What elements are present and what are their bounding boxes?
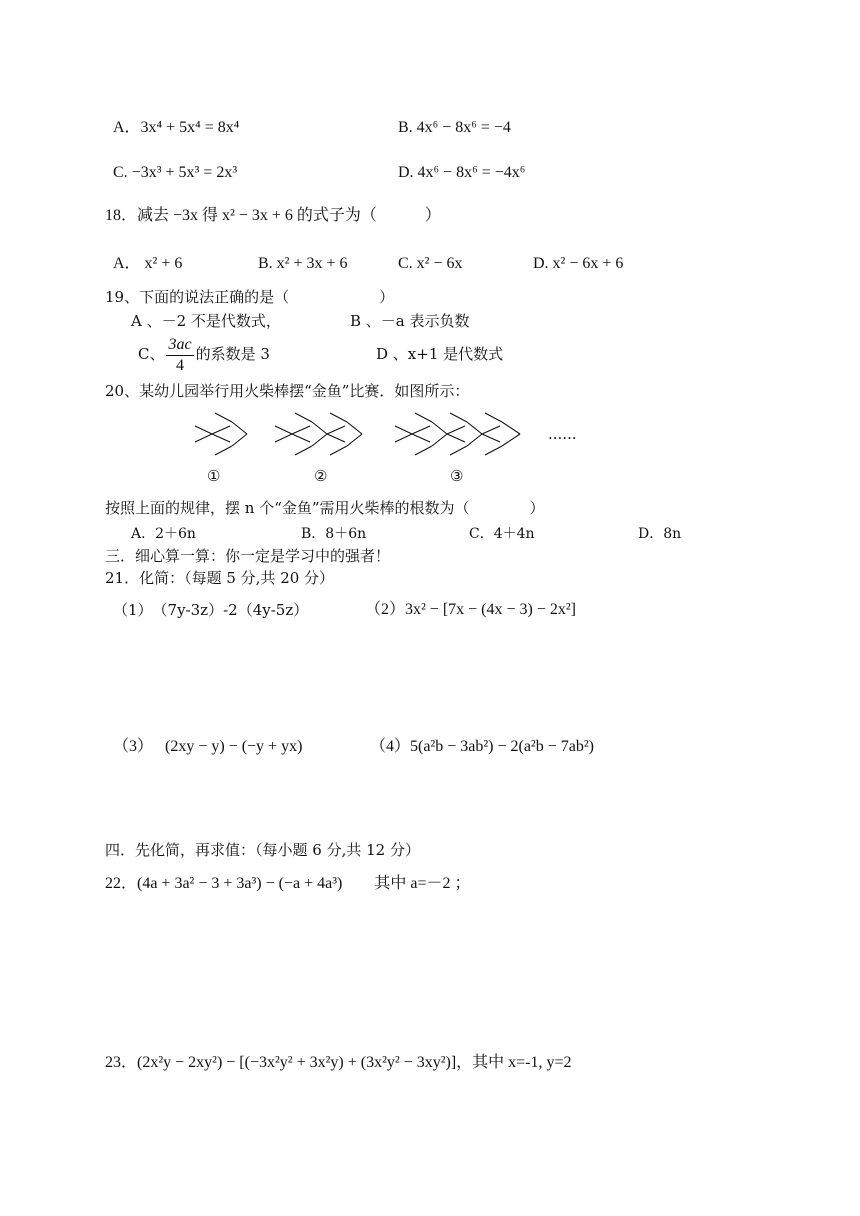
q23: 23．(2x²y − 2xy²) − [(−3x²y² + 3x²y) + (3x²y² − 3xy²)]，其中 x=-1, y=2 — [105, 1054, 572, 1071]
q18-option-c: C. x² − 6x — [398, 255, 463, 272]
fraction-denominator: 4 — [176, 356, 185, 374]
q19-option-d: D 、x+1 是代数式 — [376, 345, 504, 363]
q20-question: 按照上面的规律，摆 n 个“金鱼”需用火柴棒的根数为（ ） — [105, 499, 545, 517]
q21-part-4: （4）5(a²b − 3ab²) − 2(a²b − 7ab²) — [370, 738, 594, 755]
fraction-numerator: 3ac — [166, 335, 193, 356]
q21-stem: 21．化简：（每题 5 分,共 20 分） — [105, 569, 335, 587]
q17-option-a: A．3x⁴ + 5x⁴ = 8x⁴ — [113, 119, 240, 136]
q21-part-2: （2）3x² − [7x − (4x − 3) − 2x²] — [365, 601, 577, 618]
q18-option-d: D. x² − 6x + 6 — [533, 255, 624, 272]
q20-option-a: A．2＋6n — [131, 526, 196, 542]
figure-label-1: ① — [207, 467, 221, 485]
goldfish-pattern-1 — [195, 413, 247, 455]
figure-label-2: ② — [314, 467, 328, 485]
q19-option-b: B 、－a 表示负数 — [350, 312, 470, 330]
q21-part-3: （3） (2xy − y) − (−y + yx) — [113, 738, 303, 755]
q18-stem: 18．减去 −3x 得 x² − 3x + 6 的式子为（ ） — [105, 207, 441, 224]
q19-option-c-suffix: 的系数是 3 — [195, 345, 270, 363]
q19-option-a: A 、－2 不是代数式， — [131, 312, 281, 330]
q18-option-a: A． x² + 6 — [113, 255, 183, 272]
goldfish-pattern-3 — [395, 413, 520, 455]
q19-option-c — [138, 332, 270, 376]
section-3-title: 三．细心算一算：你一定是学习中的强者！ — [105, 547, 391, 565]
q20-option-c: C．4＋4n — [469, 526, 535, 542]
q20-option-b: B．8＋6n — [301, 526, 367, 542]
q19-option-c-prefix: C、 — [138, 345, 165, 363]
figure-label-3: ③ — [450, 467, 464, 485]
q17-option-d: D. 4x⁶ − 8x⁶ = −4x⁶ — [398, 164, 526, 181]
q19-stem: 19、下面的说法正确的是（ ） — [105, 288, 395, 306]
q21-part-1: （1） （7y-3z）-2（4y-5z） — [113, 601, 309, 619]
figure-ellipsis: ...... — [548, 425, 577, 443]
q22: 22．(4a + 3a² − 3 + 3a³) − (−a + 4a³) 其中 a=－2 ； — [105, 875, 471, 892]
q18-option-b: B. x² + 3x + 6 — [258, 255, 348, 272]
fraction-3ac-over-4 — [166, 335, 193, 376]
q20-option-d: D．8n — [638, 526, 682, 542]
goldfish-matchstick-figure — [190, 408, 590, 464]
q17-option-c: C. −3x³ + 5x³ = 2x³ — [113, 164, 238, 181]
q20-stem: 20、某幼儿园举行用火柴棒摆“金鱼”比赛．如图所示： — [105, 382, 470, 400]
goldfish-pattern-2 — [275, 413, 362, 455]
section-4-title: 四．先化简，再求值：（每小题 6 分,共 12 分） — [105, 841, 420, 859]
q17-option-b: B. 4x⁶ − 8x⁶ = −4 — [398, 119, 511, 136]
